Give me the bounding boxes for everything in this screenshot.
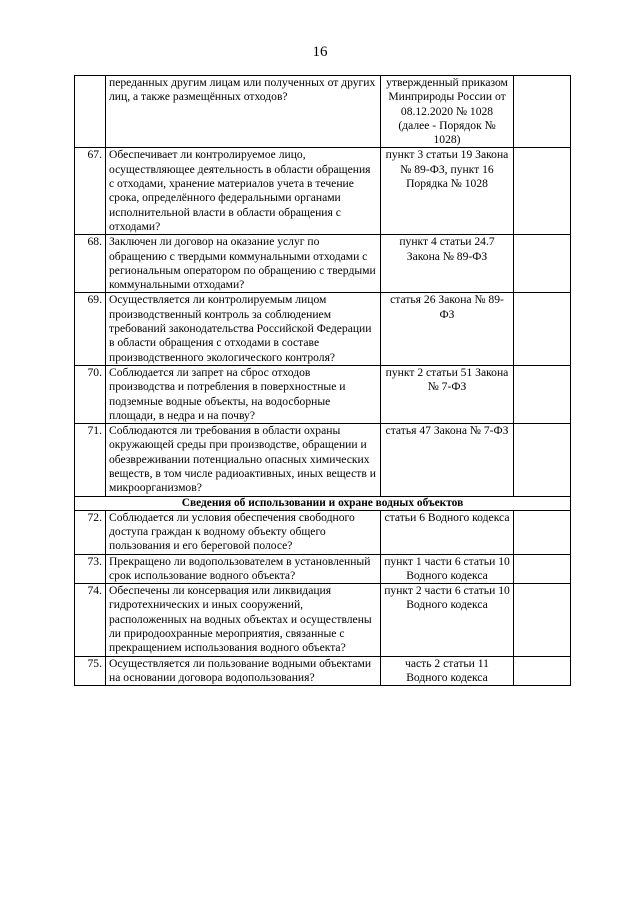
reference-cell: пункт 2 статьи 51 Закона № 7-ФЗ (381, 365, 514, 423)
checklist-table (74, 75, 571, 686)
section-header-row (75, 496, 571, 510)
table-row (75, 235, 571, 293)
reference-cell: статья 26 Закона № 89-ФЗ (381, 293, 514, 365)
answer-cell (514, 293, 571, 365)
row-number (75, 76, 106, 148)
table-row (75, 365, 571, 423)
answer-cell (514, 554, 571, 584)
table-row (75, 76, 571, 148)
row-number: 71. (75, 424, 106, 496)
table-row (75, 148, 571, 235)
answer-cell (514, 148, 571, 235)
reference-cell: пункт 4 статьи 24.7 Закона № 89-ФЗ (381, 235, 514, 293)
answer-cell (514, 424, 571, 496)
reference-cell: пункт 2 части 6 статьи 10 Водного кодекса (381, 584, 514, 656)
page-number: 16 (312, 44, 328, 60)
row-number: 68. (75, 235, 106, 293)
question-cell: Обеспечены ли консервация или ликвидация гидротехнических и иных сооружений, расположенных на водных объектах и осуществлены ли природоохранные мероприятия, связанные с прекращением использования водного объекта? (106, 584, 381, 656)
table-row (75, 584, 571, 656)
row-number: 74. (75, 584, 106, 656)
table-row (75, 293, 571, 365)
question-cell: Соблюдается ли запрет на сброс отходов производства и потребления в поверхностные и подземные водные объекты, на водосборные площади, в недра и на почву? (106, 365, 381, 423)
row-number: 70. (75, 365, 106, 423)
question-cell: Обеспечивает ли контролируемое лицо, осуществляющее деятельность в области обращения с отходами, хранение материалов учета в течение срока, определённого федеральными органами исполнительной власти в области обращения с отходами? (106, 148, 381, 235)
question-cell: Осуществляется ли контролируемым лицом производственный контроль за соблюдением требований законодательства Российской Федерации в области обращения с отходами в составе производственного экологического контроля? (106, 293, 381, 365)
row-number: 73. (75, 554, 106, 584)
question-cell: Соблюдается ли условия обеспечения свободного доступа граждан к водному объекту общего пользования и его береговой полосе? (106, 510, 381, 554)
reference-cell: пункт 1 части 6 статьи 10 Водного кодекса (381, 554, 514, 584)
section-title: Сведения об использовании и охране водных объектов (75, 496, 571, 510)
reference-cell: пункт 3 статьи 19 Закона № 89-ФЗ, пункт 16 Порядка № 1028 (381, 148, 514, 235)
answer-cell (514, 510, 571, 554)
reference-cell: статья 47 Закона № 7-ФЗ (381, 424, 514, 496)
reference-cell: утвержденный приказом Минприроды России от 08.12.2020 № 1028 (далее - Порядок № 1028) (381, 76, 514, 148)
question-cell: Прекращено ли водопользователем в установленный срок использование водного объекта? (106, 554, 381, 584)
row-number: 69. (75, 293, 106, 365)
row-number: 67. (75, 148, 106, 235)
row-number: 72. (75, 510, 106, 554)
table-row (75, 554, 571, 584)
table-row (75, 424, 571, 496)
answer-cell (514, 656, 571, 686)
answer-cell (514, 365, 571, 423)
question-cell: переданных другим лицам или полученных от других лиц, а также размещённых отходов? (106, 76, 381, 148)
reference-cell: статьи 6 Водного кодекса (381, 510, 514, 554)
question-cell: Заключен ли договор на оказание услуг по обращению с твердыми коммунальными отходами с региональным оператором по обращению с твердыми коммунальными отходами? (106, 235, 381, 293)
question-cell: Соблюдаются ли требования в области охраны окружающей среды при производстве, обращении и обезвреживании потенциально опасных химических веществ, в том числе радиоактивных, иных веществ и микроорганизмов? (106, 424, 381, 496)
table-row (75, 656, 571, 686)
reference-cell: часть 2 статьи 11 Водного кодекса (381, 656, 514, 686)
answer-cell (514, 76, 571, 148)
answer-cell (514, 235, 571, 293)
table-row (75, 510, 571, 554)
question-cell: Осуществляется ли пользование водными объектами на основании договора водопользования? (106, 656, 381, 686)
row-number: 75. (75, 656, 106, 686)
answer-cell (514, 584, 571, 656)
